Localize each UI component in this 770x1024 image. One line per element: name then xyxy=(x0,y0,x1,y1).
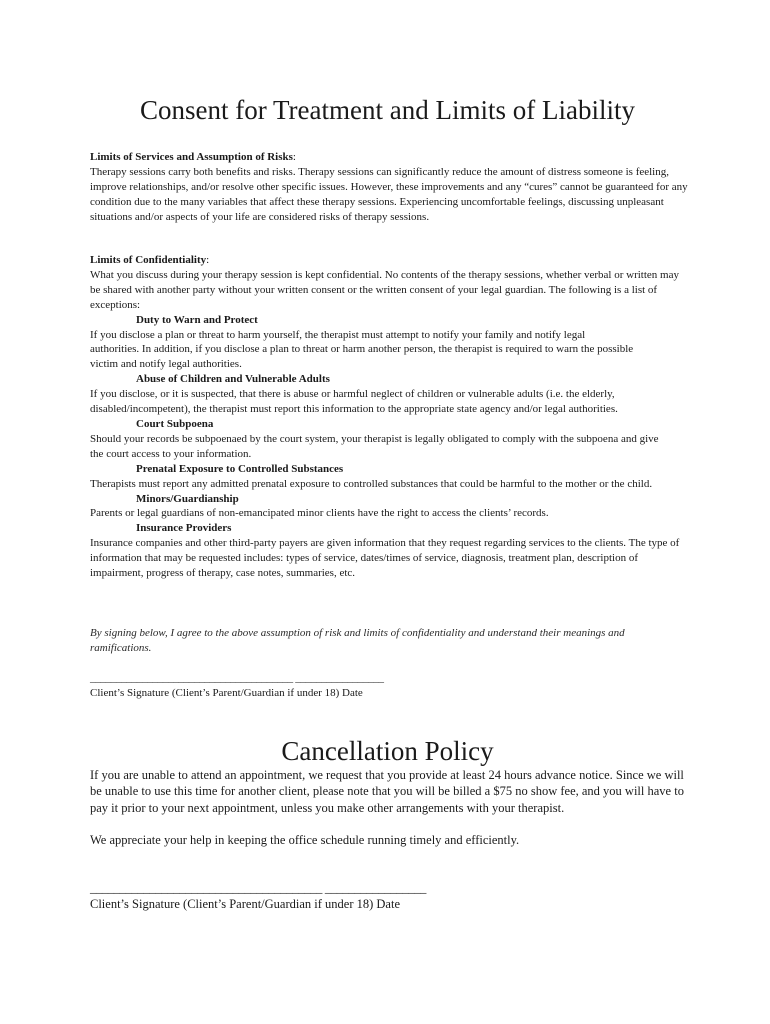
confidentiality-section xyxy=(90,253,690,581)
exception-title: Duty to Warn and Protect xyxy=(136,313,258,326)
cancellation-section xyxy=(90,767,685,848)
signature-label: Client’s Signature (Client’s Parent/Guardian if under 18) Date xyxy=(90,686,363,699)
cancellation-title: Cancellation Policy xyxy=(281,736,494,766)
exception-title: Prenatal Exposure to Controlled Substances xyxy=(136,462,344,475)
risks-section xyxy=(90,150,690,225)
page-title: Consent for Treatment and Limits of Liability xyxy=(140,95,635,125)
confidentiality-body: What you discuss during your therapy session is kept confidential. No contents of the therapy sessions, whether verbal or written may be shared with another party without your written consent or the written consent of your legal guardian. The following is a list of exceptions: xyxy=(90,268,679,311)
exception-text: Therapists must report any admitted prenatal exposure to controlled substances that could be harmful to the mother or the child. xyxy=(90,477,653,490)
signature-label: Client’s Signature (Client’s Parent/Guardian if under 18) Date xyxy=(90,897,400,912)
agreement-statement: By signing below, I agree to the above assumption of risk and limits of confidentiality and understand their meanings and ramifications. xyxy=(90,627,625,654)
confidentiality-heading-colon: : xyxy=(206,254,210,266)
exception-title: Abuse of Children and Vulnerable Adults xyxy=(136,373,330,386)
exception-title: Minors/Guardianship xyxy=(136,492,239,505)
signature-line: _______________________________________ _________________ xyxy=(90,672,384,684)
risks-body: Therapy sessions carry both benefits and risks. Therapy sessions can significantly reduce the amount of distress someone is feeling, improve relationships, and/or resolve other specific issues. However, these improvements and any “cures” cannot be guaranteed for any condition due to the many variables that affect these therapy sessions. Experiencing uncomfortable feelings, discussing unpleasant situations and/or aspects of your life are considered risks of therapy sessions. xyxy=(90,165,688,223)
signature-block-1 xyxy=(90,671,690,701)
exception-text: Should your records be subpoenaed by the court system, your therapist is legally obligated to comply with the subpoena and give the court access to your information. xyxy=(90,432,659,460)
risks-heading: Limits of Services and Assumption of Risks xyxy=(90,151,293,163)
cancellation-body: If you are unable to attend an appointment, we request that you provide at least 24 hours advance notice. Since we will be unable to use this time for another client, please note that you will be billed a $75 no show fee, and you will have to pay it prior to your next appointment, unless you make other arrangements with your therapist. xyxy=(90,768,684,815)
signature-line: _______________________________________ _________________ xyxy=(90,881,427,895)
exception-title: Court Subpoena xyxy=(136,417,214,430)
cancellation-thanks: We appreciate your help in keeping the office schedule running timely and efficiently. xyxy=(90,832,520,847)
risks-heading-colon: : xyxy=(292,151,296,163)
exception-text: If you disclose, or it is suspected, that there is abuse or harmful neglect of children or vulnerable adults (i.e. the elderly, disabled/incompetent), the therapist must report this information to the appropriate state agency and/or legal authorities. xyxy=(90,388,618,416)
exception-text: Parents or legal guardians of non-emancipated minor clients have the right to access the clients’ records. xyxy=(90,507,549,520)
signature-block-2 xyxy=(90,880,690,913)
exception-text: If you disclose a plan or threat to harm yourself, the therapist must attempt to notify your family and notify legal authorities. In addition, if you disclose a plan to threat or harm another person, the therapist is required to warn the possible victim and notify legal authorities. xyxy=(90,328,634,371)
exception-text: Insurance companies and other third-party payers are given information that they request regarding services to the clients. The type of information that may be requested includes: types of service, dates/times of service, diagnosis, treatment plan, description of impairment, progress of therapy, case notes, summaries, etc. xyxy=(90,537,680,580)
exception-title: Insurance Providers xyxy=(136,522,232,535)
confidentiality-heading: Limits of Confidentiality xyxy=(90,254,207,266)
